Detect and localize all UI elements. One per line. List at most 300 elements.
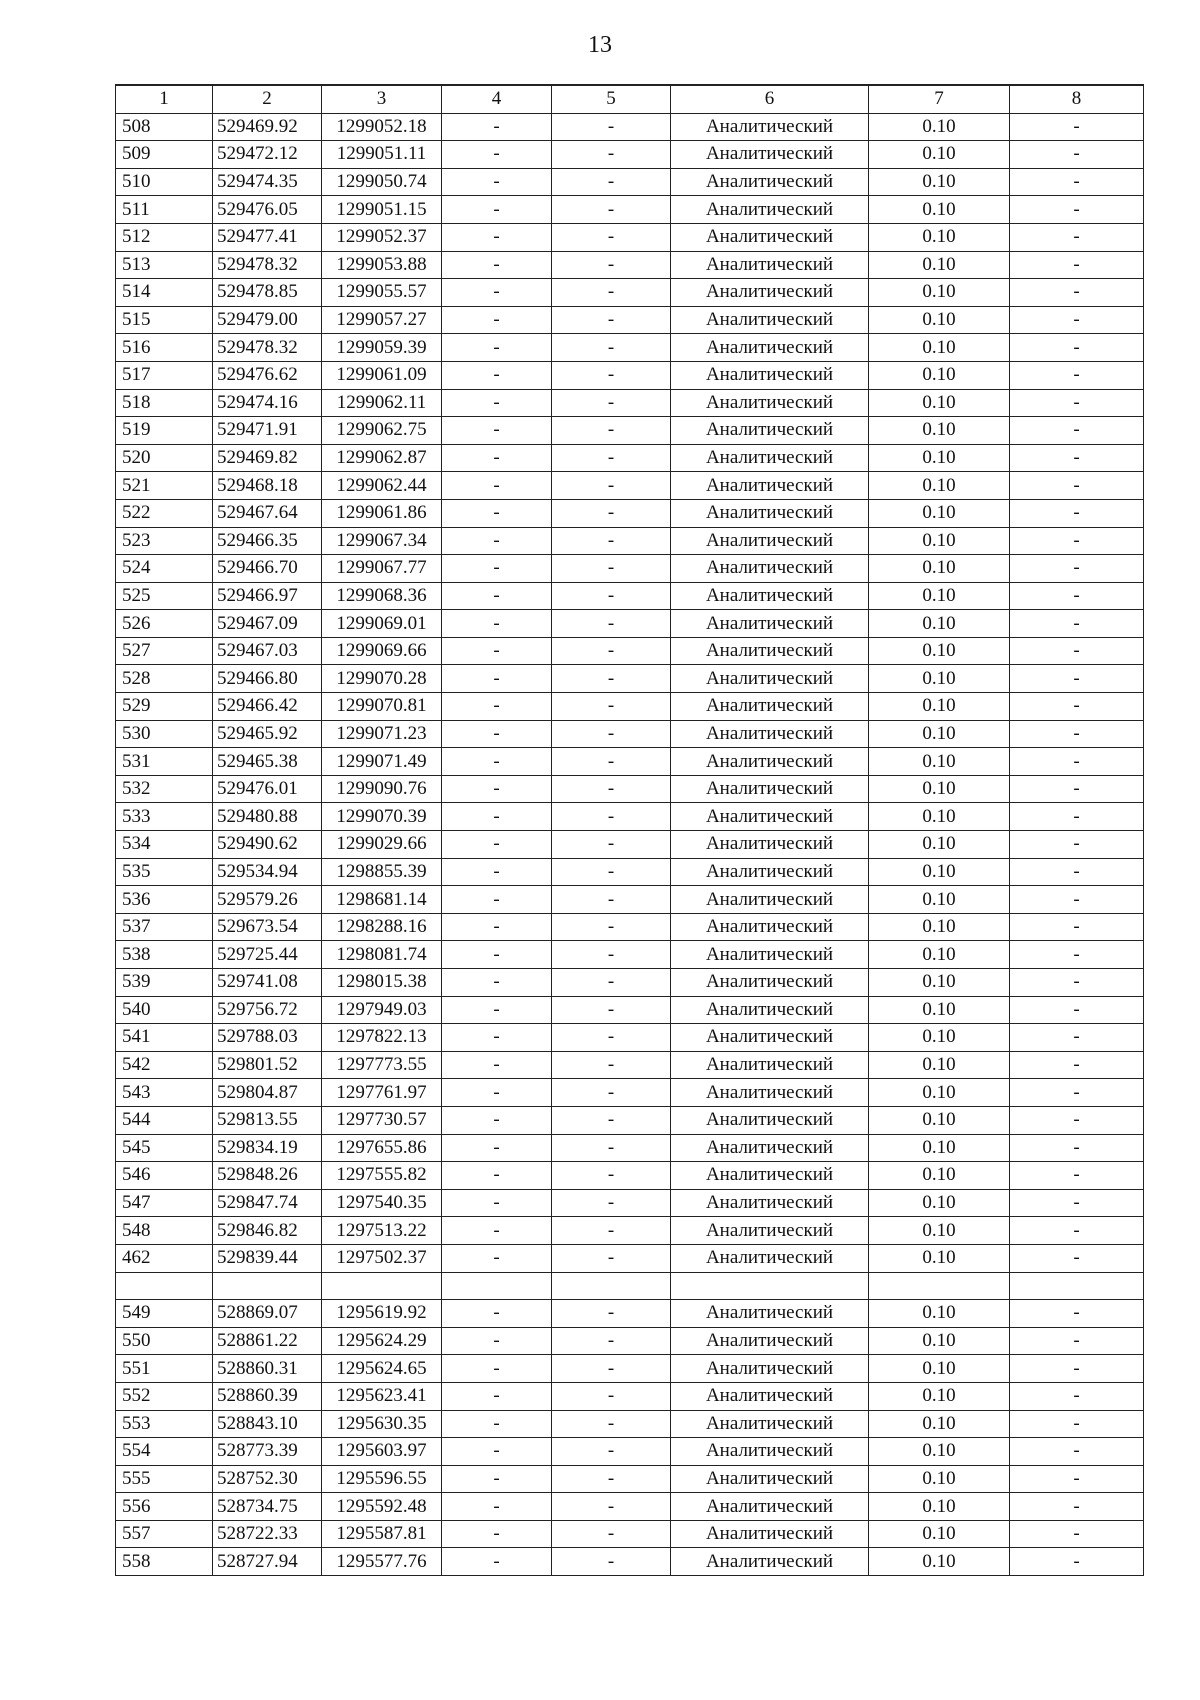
y-coordinate-cell: 1299067.77 [322,555,442,583]
y-coordinate-cell: 1297555.82 [322,1162,442,1190]
accuracy-cell: 0.10 [869,1244,1010,1272]
column-5-cell: - [552,1438,671,1466]
column-5-cell: - [552,1548,671,1576]
method-cell: Аналитический [671,1548,869,1576]
table-row [116,444,1144,472]
accuracy-cell: 0.10 [869,389,1010,417]
table-row [116,1465,1144,1493]
column-8-cell: - [1010,196,1144,224]
column-5-cell: - [552,1106,671,1134]
method-cell: Аналитический [671,1217,869,1245]
accuracy-cell: 0.10 [869,1134,1010,1162]
column-5-cell: - [552,1051,671,1079]
point-number-cell: 512 [116,223,213,251]
column-5-cell: - [552,361,671,389]
table-row [116,196,1144,224]
column-header: 2 [213,85,322,113]
column-4-cell: - [442,969,552,997]
method-cell: Аналитический [671,251,869,279]
column-4-cell [442,1272,552,1300]
point-number-cell: 552 [116,1382,213,1410]
coordinates-table [115,84,1144,1576]
x-coordinate-cell: 529478.85 [213,279,322,307]
column-5-cell: - [552,223,671,251]
x-coordinate-cell: 529846.82 [213,1217,322,1245]
column-5-cell: - [552,693,671,721]
column-8-cell: - [1010,251,1144,279]
point-number-cell: 532 [116,775,213,803]
y-coordinate-cell: 1299051.15 [322,196,442,224]
method-cell: Аналитический [671,361,869,389]
table-row [116,472,1144,500]
x-coordinate-cell: 529813.55 [213,1106,322,1134]
method-cell: Аналитический [671,1134,869,1162]
column-4-cell: - [442,444,552,472]
column-5-cell: - [552,306,671,334]
y-coordinate-cell: 1295624.29 [322,1327,442,1355]
method-cell: Аналитический [671,1355,869,1383]
column-8-cell: - [1010,1382,1144,1410]
table-row [116,831,1144,859]
method-cell: Аналитический [671,1106,869,1134]
point-number-cell: 550 [116,1327,213,1355]
y-coordinate-cell: 1298681.14 [322,886,442,914]
point-number-cell: 558 [116,1548,213,1576]
column-5-cell: - [552,582,671,610]
column-4-cell: - [442,555,552,583]
accuracy-cell: 0.10 [869,1520,1010,1548]
x-coordinate-cell: 529801.52 [213,1051,322,1079]
point-number-cell: 542 [116,1051,213,1079]
table-row [116,610,1144,638]
column-4-cell: - [442,831,552,859]
y-coordinate-cell: 1297761.97 [322,1079,442,1107]
column-4-cell: - [442,279,552,307]
accuracy-cell: 0.10 [869,1465,1010,1493]
accuracy-cell: 0.10 [869,527,1010,555]
column-8-cell: - [1010,1217,1144,1245]
table-row [116,1382,1144,1410]
x-coordinate-cell: 529474.16 [213,389,322,417]
accuracy-cell: 0.10 [869,1079,1010,1107]
y-coordinate-cell: 1299070.39 [322,803,442,831]
accuracy-cell: 0.10 [869,1162,1010,1190]
table-row [116,113,1144,141]
accuracy-cell: 0.10 [869,555,1010,583]
table-row [116,803,1144,831]
table-row [116,1217,1144,1245]
column-4-cell: - [442,1327,552,1355]
x-coordinate-cell: 528869.07 [213,1300,322,1328]
column-8-cell: - [1010,610,1144,638]
y-coordinate-cell [322,1272,442,1300]
column-4-cell: - [442,141,552,169]
column-5-cell: - [552,1134,671,1162]
table-header-row [116,85,1144,113]
x-coordinate-cell: 529839.44 [213,1244,322,1272]
table-row [116,969,1144,997]
table-row [116,582,1144,610]
x-coordinate-cell: 529725.44 [213,941,322,969]
accuracy-cell: 0.10 [869,499,1010,527]
column-4-cell: - [442,610,552,638]
point-number-cell: 515 [116,306,213,334]
column-5-cell: - [552,1410,671,1438]
accuracy-cell: 0.10 [869,1493,1010,1521]
method-cell: Аналитический [671,1438,869,1466]
column-8-cell: - [1010,637,1144,665]
column-8-cell: - [1010,775,1144,803]
y-coordinate-cell: 1297822.13 [322,1024,442,1052]
column-8-cell: - [1010,858,1144,886]
column-4-cell: - [442,748,552,776]
column-5-cell: - [552,858,671,886]
column-8-cell: - [1010,1051,1144,1079]
x-coordinate-cell: 529788.03 [213,1024,322,1052]
column-8-cell: - [1010,886,1144,914]
column-header: 6 [671,85,869,113]
x-coordinate-cell: 529479.00 [213,306,322,334]
x-coordinate-cell: 529673.54 [213,913,322,941]
method-cell [671,1272,869,1300]
method-cell: Аналитический [671,665,869,693]
method-cell: Аналитический [671,1382,869,1410]
column-4-cell: - [442,1300,552,1328]
y-coordinate-cell: 1299062.11 [322,389,442,417]
table-row [116,1300,1144,1328]
point-number-cell: 522 [116,499,213,527]
x-coordinate-cell: 528860.31 [213,1355,322,1383]
column-header: 7 [869,85,1010,113]
column-5-cell: - [552,1162,671,1190]
method-cell: Аналитический [671,113,869,141]
column-5-cell: - [552,168,671,196]
point-number-cell: 526 [116,610,213,638]
point-number-cell: 557 [116,1520,213,1548]
y-coordinate-cell: 1299029.66 [322,831,442,859]
x-coordinate-cell: 529467.64 [213,499,322,527]
x-coordinate-cell: 528727.94 [213,1548,322,1576]
point-number-cell: 527 [116,637,213,665]
table-row [116,1493,1144,1521]
column-4-cell: - [442,1217,552,1245]
point-number-cell: 516 [116,334,213,362]
method-cell: Аналитический [671,141,869,169]
point-number-cell: 523 [116,527,213,555]
column-4-cell: - [442,1548,552,1576]
column-5-cell: - [552,1327,671,1355]
x-coordinate-cell: 528734.75 [213,1493,322,1521]
method-cell: Аналитический [671,1024,869,1052]
accuracy-cell: 0.10 [869,858,1010,886]
x-coordinate-cell: 529469.92 [213,113,322,141]
column-5-cell: - [552,113,671,141]
column-5-cell: - [552,499,671,527]
point-number-cell: 538 [116,941,213,969]
table-row [116,279,1144,307]
accuracy-cell: 0.10 [869,1051,1010,1079]
method-cell: Аналитический [671,913,869,941]
point-number-cell: 555 [116,1465,213,1493]
column-4-cell: - [442,196,552,224]
table-row [116,1438,1144,1466]
column-8-cell: - [1010,1520,1144,1548]
column-8-cell: - [1010,1438,1144,1466]
accuracy-cell: 0.10 [869,1548,1010,1576]
y-coordinate-cell: 1297502.37 [322,1244,442,1272]
column-5-cell [552,1272,671,1300]
column-5-cell: - [552,1217,671,1245]
y-coordinate-cell: 1295630.35 [322,1410,442,1438]
table-row [116,527,1144,555]
method-cell: Аналитический [671,610,869,638]
table-row [116,306,1144,334]
y-coordinate-cell: 1298081.74 [322,941,442,969]
y-coordinate-cell: 1295619.92 [322,1300,442,1328]
column-5-cell: - [552,472,671,500]
method-cell: Аналитический [671,1300,869,1328]
point-number-cell: 462 [116,1244,213,1272]
table-row [116,1272,1144,1300]
column-8-cell: - [1010,334,1144,362]
x-coordinate-cell: 529741.08 [213,969,322,997]
point-number-cell: 510 [116,168,213,196]
accuracy-cell: 0.10 [869,1410,1010,1438]
x-coordinate-cell: 529534.94 [213,858,322,886]
column-5-cell: - [552,1520,671,1548]
column-8-cell: - [1010,582,1144,610]
accuracy-cell: 0.10 [869,141,1010,169]
column-5-cell: - [552,444,671,472]
y-coordinate-cell: 1299062.87 [322,444,442,472]
accuracy-cell: 0.10 [869,886,1010,914]
method-cell: Аналитический [671,389,869,417]
method-cell: Аналитический [671,941,869,969]
y-coordinate-cell: 1295603.97 [322,1438,442,1466]
method-cell: Аналитический [671,527,869,555]
point-number-cell: 553 [116,1410,213,1438]
column-4-cell: - [442,472,552,500]
column-8-cell: - [1010,1548,1144,1576]
point-number-cell: 540 [116,996,213,1024]
method-cell: Аналитический [671,693,869,721]
accuracy-cell: 0.10 [869,775,1010,803]
table-row [116,334,1144,362]
x-coordinate-cell: 529474.35 [213,168,322,196]
column-5-cell: - [552,610,671,638]
accuracy-cell: 0.10 [869,693,1010,721]
x-coordinate-cell: 529804.87 [213,1079,322,1107]
y-coordinate-cell: 1299061.86 [322,499,442,527]
column-5-cell: - [552,1465,671,1493]
column-4-cell: - [442,996,552,1024]
accuracy-cell [869,1272,1010,1300]
column-4-cell: - [442,1079,552,1107]
table-row [116,858,1144,886]
column-4-cell: - [442,913,552,941]
accuracy-cell: 0.10 [869,803,1010,831]
column-8-cell: - [1010,113,1144,141]
y-coordinate-cell: 1295623.41 [322,1382,442,1410]
y-coordinate-cell: 1297540.35 [322,1189,442,1217]
column-8-cell: - [1010,913,1144,941]
accuracy-cell: 0.10 [869,334,1010,362]
point-number-cell: 514 [116,279,213,307]
point-number-cell: 535 [116,858,213,886]
column-8-cell: - [1010,389,1144,417]
column-5-cell: - [552,996,671,1024]
accuracy-cell: 0.10 [869,251,1010,279]
table-row [116,1134,1144,1162]
column-8-cell: - [1010,1079,1144,1107]
method-cell: Аналитический [671,196,869,224]
column-5-cell: - [552,1382,671,1410]
y-coordinate-cell: 1299062.75 [322,417,442,445]
column-4-cell: - [442,527,552,555]
accuracy-cell: 0.10 [869,223,1010,251]
x-coordinate-cell: 529478.32 [213,251,322,279]
column-8-cell: - [1010,831,1144,859]
column-8-cell: - [1010,969,1144,997]
y-coordinate-cell: 1299051.11 [322,141,442,169]
x-coordinate-cell: 529476.62 [213,361,322,389]
table-row [116,1355,1144,1383]
table-row [116,1189,1144,1217]
y-coordinate-cell: 1299071.49 [322,748,442,776]
y-coordinate-cell: 1297773.55 [322,1051,442,1079]
point-number-cell: 520 [116,444,213,472]
column-4-cell: - [442,1465,552,1493]
column-4-cell: - [442,1410,552,1438]
table-row [116,637,1144,665]
point-number-cell: 541 [116,1024,213,1052]
column-4-cell: - [442,1189,552,1217]
point-number-cell: 543 [116,1079,213,1107]
method-cell: Аналитический [671,886,869,914]
column-4-cell: - [442,389,552,417]
x-coordinate-cell: 529847.74 [213,1189,322,1217]
column-4-cell: - [442,858,552,886]
column-5-cell: - [552,417,671,445]
y-coordinate-cell: 1299055.57 [322,279,442,307]
column-8-cell: - [1010,306,1144,334]
column-4-cell: - [442,1520,552,1548]
accuracy-cell: 0.10 [869,610,1010,638]
column-8-cell: - [1010,417,1144,445]
column-4-cell: - [442,582,552,610]
table-row [116,1079,1144,1107]
column-4-cell: - [442,168,552,196]
method-cell: Аналитический [671,1520,869,1548]
table-row [116,251,1144,279]
accuracy-cell: 0.10 [869,1327,1010,1355]
column-8-cell: - [1010,279,1144,307]
table-row [116,141,1144,169]
accuracy-cell: 0.10 [869,1024,1010,1052]
accuracy-cell: 0.10 [869,582,1010,610]
column-4-cell: - [442,1024,552,1052]
point-number-cell: 530 [116,720,213,748]
x-coordinate-cell: 528861.22 [213,1327,322,1355]
column-5-cell: - [552,941,671,969]
point-number-cell: 545 [116,1134,213,1162]
method-cell: Аналитический [671,582,869,610]
column-8-cell: - [1010,941,1144,969]
column-5-cell: - [552,775,671,803]
table-row [116,1024,1144,1052]
method-cell: Аналитический [671,1244,869,1272]
method-cell: Аналитический [671,444,869,472]
y-coordinate-cell: 1299068.36 [322,582,442,610]
accuracy-cell: 0.10 [869,941,1010,969]
x-coordinate-cell: 529466.97 [213,582,322,610]
x-coordinate-cell: 529469.82 [213,444,322,472]
column-8-cell: - [1010,499,1144,527]
y-coordinate-cell: 1299053.88 [322,251,442,279]
table-row [116,913,1144,941]
method-cell: Аналитический [671,1465,869,1493]
x-coordinate-cell: 528860.39 [213,1382,322,1410]
method-cell: Аналитический [671,775,869,803]
column-5-cell: - [552,251,671,279]
y-coordinate-cell: 1295592.48 [322,1493,442,1521]
x-coordinate-cell: 528722.33 [213,1520,322,1548]
column-4-cell: - [442,251,552,279]
table-row [116,168,1144,196]
x-coordinate-cell: 529480.88 [213,803,322,831]
method-cell: Аналитический [671,279,869,307]
method-cell: Аналитический [671,1079,869,1107]
table-row [116,665,1144,693]
table-row [116,1051,1144,1079]
column-8-cell: - [1010,555,1144,583]
y-coordinate-cell: 1299069.01 [322,610,442,638]
y-coordinate-cell: 1299070.81 [322,693,442,721]
method-cell: Аналитический [671,748,869,776]
accuracy-cell: 0.10 [869,361,1010,389]
table-row [116,1548,1144,1576]
column-4-cell: - [442,637,552,665]
accuracy-cell: 0.10 [869,279,1010,307]
column-4-cell: - [442,941,552,969]
column-4-cell: - [442,1162,552,1190]
y-coordinate-cell: 1299052.18 [322,113,442,141]
column-8-cell: - [1010,1327,1144,1355]
point-number-cell: 534 [116,831,213,859]
column-5-cell: - [552,555,671,583]
point-number-cell: 533 [116,803,213,831]
x-coordinate-cell: 529466.80 [213,665,322,693]
y-coordinate-cell: 1297949.03 [322,996,442,1024]
accuracy-cell: 0.10 [869,196,1010,224]
method-cell: Аналитический [671,969,869,997]
column-5-cell: - [552,141,671,169]
column-4-cell: - [442,113,552,141]
x-coordinate-cell: 529848.26 [213,1162,322,1190]
x-coordinate-cell: 529490.62 [213,831,322,859]
column-4-cell: - [442,803,552,831]
column-5-cell: - [552,1300,671,1328]
column-5-cell: - [552,665,671,693]
table-row [116,499,1144,527]
table-body [116,113,1144,1575]
accuracy-cell: 0.10 [869,444,1010,472]
method-cell: Аналитический [671,858,869,886]
column-8-cell: - [1010,223,1144,251]
x-coordinate-cell: 529476.05 [213,196,322,224]
table-row [116,886,1144,914]
method-cell: Аналитический [671,720,869,748]
